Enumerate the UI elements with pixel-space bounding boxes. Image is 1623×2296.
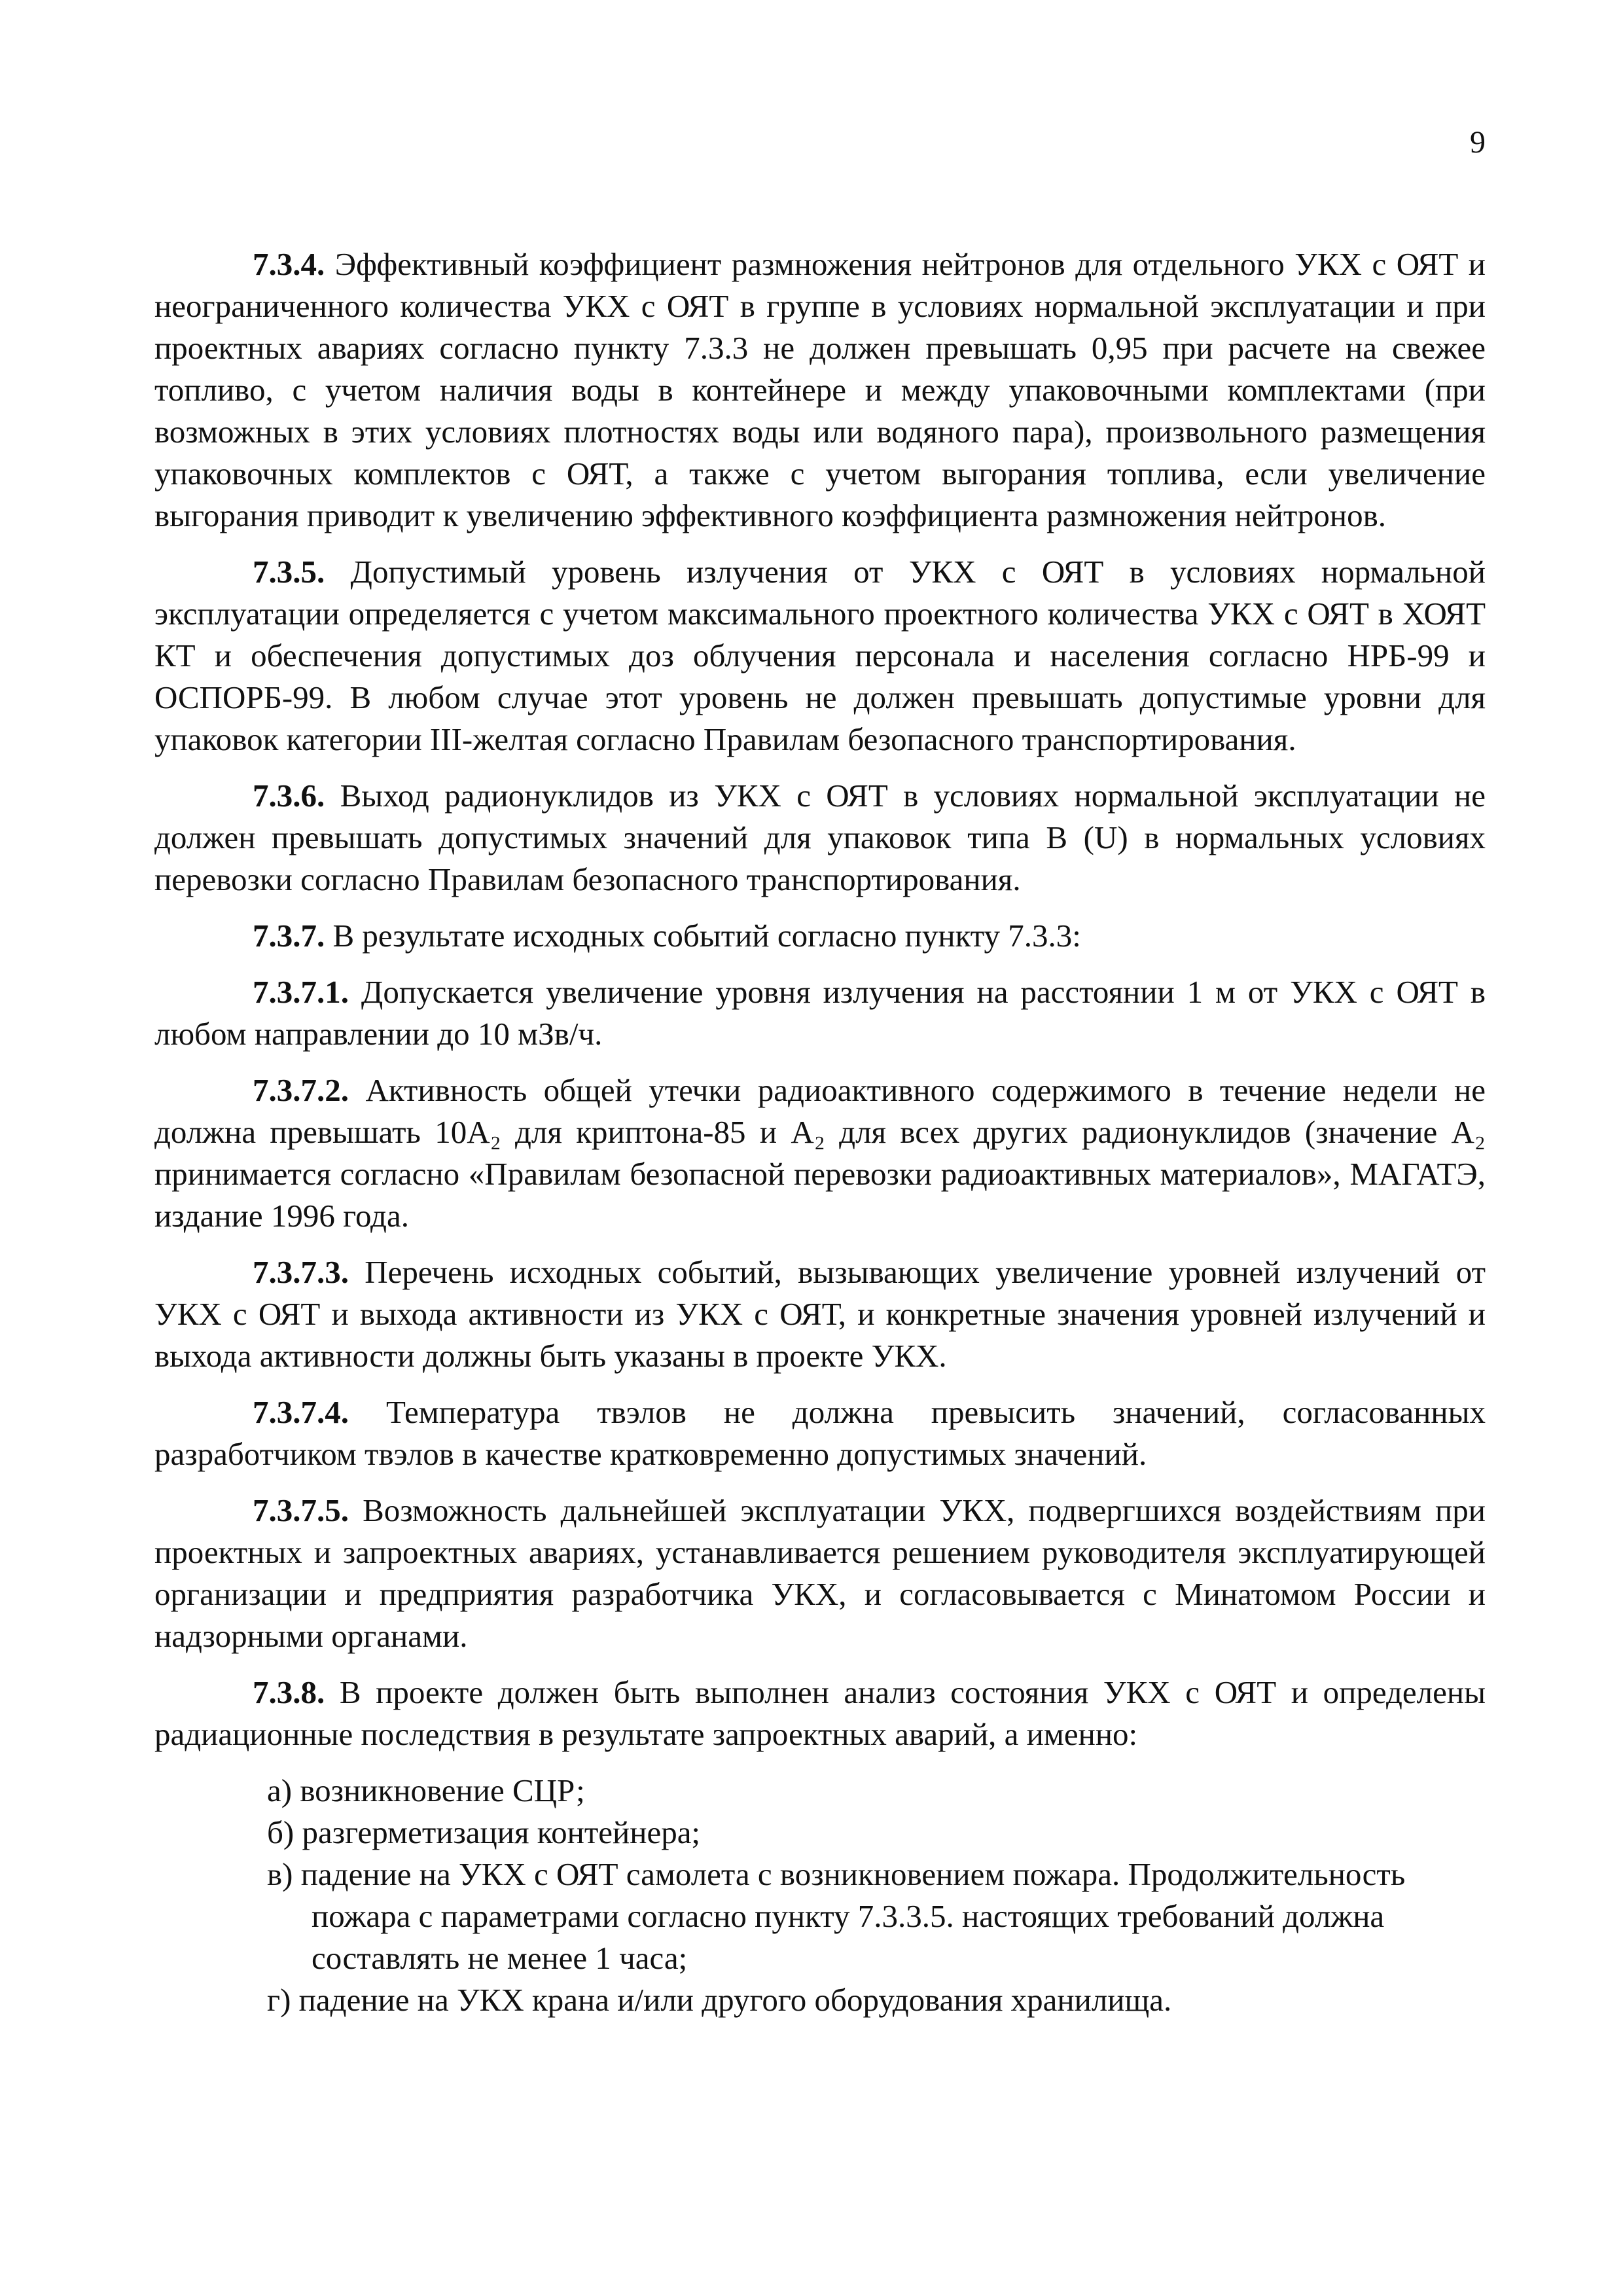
clause-number: 7.3.7.1. bbox=[253, 974, 349, 1010]
clause-text: Возможность дальнейшей эксплуатации УКХ, подвергшихся воздействиям при проектных и запроектных авариях, устанавливается решением руководителя эксплуатирующей организации и предприятия разработчика УКХ, и согласовывается с Минатомом России и надзорными органами. bbox=[154, 1492, 1486, 1654]
paragraph-7-3-7-3 bbox=[154, 1251, 1486, 1377]
paragraph-7-3-8 bbox=[154, 1672, 1486, 1755]
clause-number: 7.3.7. bbox=[253, 918, 325, 954]
clause-number: 7.3.7.5. bbox=[253, 1492, 349, 1528]
clause-text: В результате исходных событий согласно пункту 7.3.3: bbox=[332, 918, 1081, 954]
clause-text: Допускается увеличение уровня излучения на расстоянии 1 м от УКХ с ОЯТ в любом направлении до 10 мЗв/ч. bbox=[154, 974, 1486, 1052]
clause-number: 7.3.7.2. bbox=[253, 1072, 349, 1108]
list-item: б) разгерметизация контейнера; bbox=[267, 1814, 701, 1850]
clause-number: 7.3.4. bbox=[253, 246, 325, 282]
clause-number: 7.3.8. bbox=[253, 1674, 325, 1710]
clause-text: Выход радионуклидов из УКХ с ОЯТ в условиях нормальной эксплуатации не должен превышать допустимых значений для упаковок типа В (U) в нормальных условиях перевозки согласно Правилам безопасного транспортирования. bbox=[154, 778, 1486, 897]
clause-text: Активность общей утечки радиоактивного содержимого в течение недели не должна превышать 10А₂ для криптона-85 и А₂ для всех других радионуклидов (значение А₂ принимается согласно «Правилам безопасной перевозки радиоактивных материалов», МАГАТЭ, издание 1996 года. bbox=[154, 1072, 1486, 1234]
clause-number: 7.3.5. bbox=[253, 554, 325, 590]
clause-text: Допустимый уровень излучения от УКХ с ОЯТ в условиях нормальной эксплуатации определяется с учетом максимального проектного количества УКХ с ОЯТ в ХОЯТ КТ и обеспечения допустимых доз облучения персонала и населения согласно НРБ-99 и ОСПОРБ-99. В любом случае этот уровень не должен превышать допустимые уровни для упаковок категории III-желтая согласно Правилам безопасного транспортирования. bbox=[154, 554, 1486, 757]
paragraph-7-3-6 bbox=[154, 775, 1486, 901]
clause-text: Перечень исходных событий, вызывающих увеличение уровней излучений от УКХ с ОЯТ и выхода активности из УКХ с ОЯТ, и конкретные значения уровней излучений и выхода активности должны быть указаны в проекте УКХ. bbox=[154, 1254, 1486, 1374]
clause-text: В проекте должен быть выполнен анализ состояния УКХ с ОЯТ и определены радиационные последствия в результате запроектных аварий, а именно: bbox=[154, 1674, 1486, 1752]
paragraph-7-3-7-2 bbox=[154, 1069, 1486, 1237]
list-item: г) падение на УКХ крана и/или другого оборудования хранилища. bbox=[267, 1982, 1172, 2018]
clause-text: Температура твэлов не должна превысить значений, согласованных разработчиком твэлов в качестве кратковременно допустимых значений. bbox=[154, 1394, 1486, 1472]
consequences-list bbox=[154, 1770, 1486, 2021]
clause-text: Эффективный коэффициент размножения нейтронов для отдельного УКХ с ОЯТ и неограниченного количества УКХ с ОЯТ в группе в условиях нормальной эксплуатации и при проектных авариях согласно пункту 7.3.3 не должен превышать 0,95 при расчете на свежее топливо, с учетом наличия воды в контейнере и между упаковочными комплектами (при возможных в этих условиях плотностях воды или водяного пара), произвольного размещения упаковочных комплектов с ОЯТ, а также с учетом выгорания топлива, если увеличение выгорания приводит к увеличению эффективного коэффициента размножения нейтронов. bbox=[154, 246, 1486, 533]
paragraph-7-3-5 bbox=[154, 551, 1486, 761]
list-item: в) падение на УКХ с ОЯТ самолета с возникновением пожара. Продолжительность пожара с параметрами согласно пункту 7.3.3.5. настоящих требований должна составлять не менее 1 часа; bbox=[267, 1856, 1406, 1976]
paragraph-7-3-4 bbox=[154, 243, 1486, 537]
paragraph-7-3-7-4 bbox=[154, 1391, 1486, 1475]
page-number: 9 bbox=[1470, 125, 1486, 160]
clause-number: 7.3.7.3. bbox=[253, 1254, 349, 1290]
clause-number: 7.3.6. bbox=[253, 778, 325, 814]
paragraph-7-3-7-5 bbox=[154, 1490, 1486, 1657]
clause-number: 7.3.7.4. bbox=[253, 1394, 349, 1430]
list-item: а) возникновение СЦР; bbox=[267, 1772, 585, 1808]
paragraph-7-3-7-1 bbox=[154, 971, 1486, 1055]
paragraph-7-3-7 bbox=[154, 915, 1486, 957]
document-body bbox=[154, 243, 1486, 2021]
